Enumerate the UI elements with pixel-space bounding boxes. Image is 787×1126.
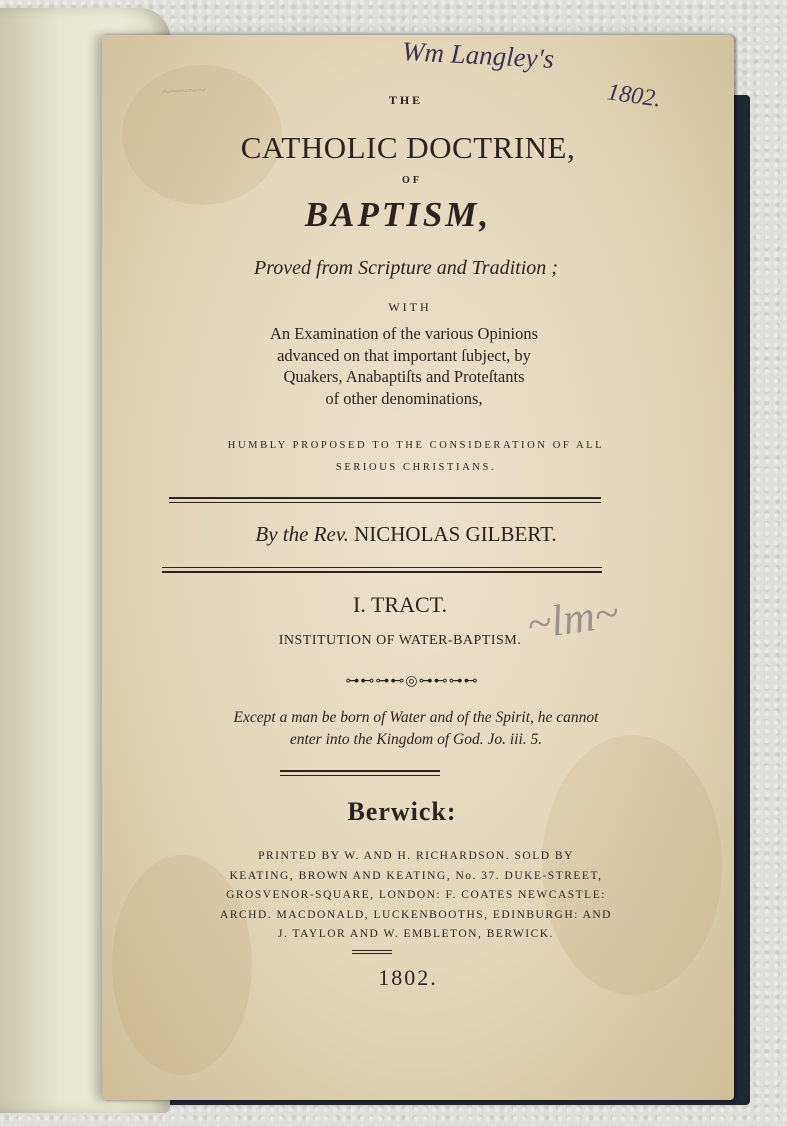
epigraph: Except a man be born of Water and of the Spirit, he cannot enter into the Kingdom of God. Jo. iii. 5.: [233, 709, 599, 748]
main-title: CATHOLIC DOCTRINE,: [240, 130, 576, 165]
title-of: OF: [402, 175, 422, 186]
double-rule: [162, 571, 602, 573]
subtitle: Proved from Scripture and Tradition ;: [254, 257, 558, 279]
publication-year: 1802.: [378, 965, 438, 990]
place-of-publication: Berwick:: [347, 797, 457, 826]
short-rule: [352, 953, 392, 954]
author-name: NICHOLAS GILBERT.: [354, 522, 557, 546]
title-the: THE: [388, 93, 424, 107]
short-rule: [280, 770, 440, 772]
owner-signature: Wm Langley's: [401, 36, 555, 74]
double-rule: [169, 497, 601, 499]
short-rule: [352, 950, 392, 951]
with-label: WITH: [388, 300, 432, 314]
double-rule: [169, 502, 601, 503]
author-line: [90, 522, 722, 547]
pencil-mark: ~lm~: [524, 587, 622, 650]
signature-year: 1802.: [605, 79, 663, 113]
double-rule: [162, 567, 602, 568]
imprint: PRINTED BY W. AND H. RICHARDSON. SOLD BY KEATING, BROWN AND KEATING, No. 37. DUKE-STREET, GROSVENOR-SQUARE, LONDON: F. COATES NEWCASTLE: ARCHD. MACDONALD, LUCKENBOOTHS, EDINBURGH: AND J. TAYLOR AND W. EMBLETON, BERWICK.: [220, 850, 612, 940]
title-page: [102, 35, 734, 1100]
title-subject: BAPTISM,: [304, 195, 492, 234]
dedication-text: HUMBLY PROPOSED TO THE CONSIDERATION OF ALL SERIOUS CHRISTIANS.: [227, 440, 605, 473]
by-prefix: By the Rev.: [255, 522, 349, 546]
short-rule: [280, 775, 440, 776]
tract-number: I. TRACT.: [353, 592, 447, 617]
tract-title: INSTITUTION OF WATER-BAPTISM.: [278, 633, 522, 648]
ornament-divider: ⊶⊷⊶⊷◎⊶⊷⊶⊷: [345, 674, 479, 689]
faded-pencil-note: ~~~~~: [161, 81, 206, 102]
examination-text: An Examination of the various Opinions advanced on that important ſubject, by Quakers, Anabaptiſts and Proteſtants of other denominations,: [269, 324, 539, 408]
